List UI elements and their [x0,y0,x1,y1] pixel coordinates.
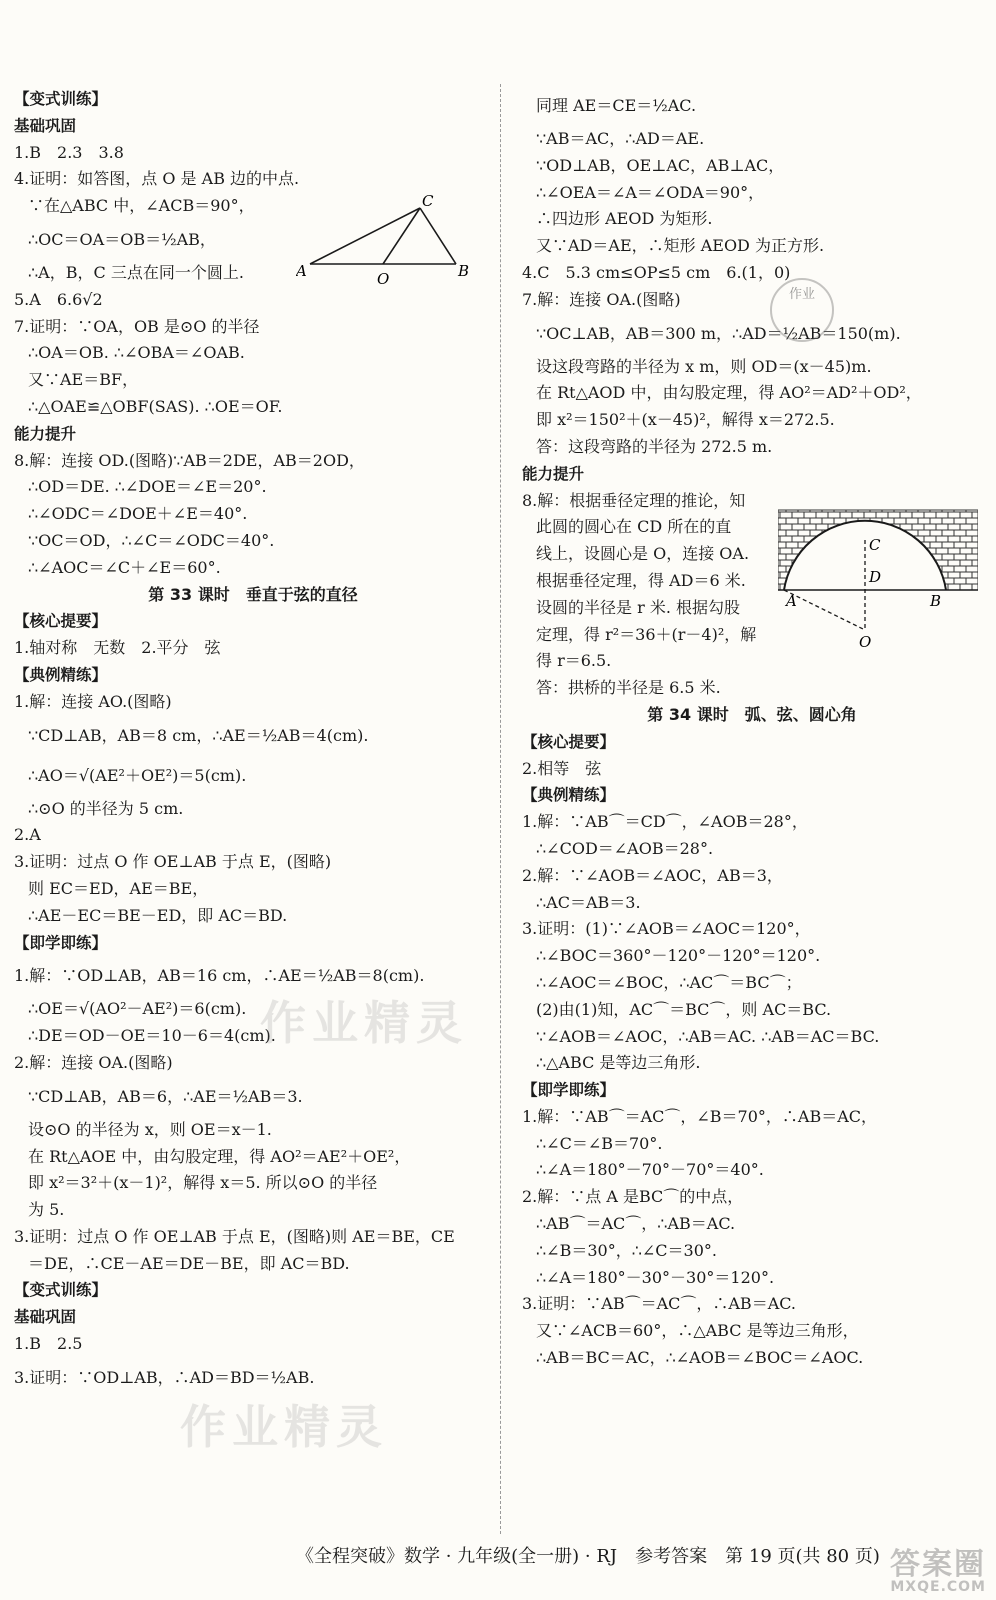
answer-line: ∴AB＝BC＝AC，∴∠AOB＝∠BOC＝∠AOC. [536,1348,864,1368]
section-heading: 【典例精练】 [14,665,108,684]
column-divider [500,84,501,1534]
answer-line: ∴△OAE≌△OBF(SAS). ∴OE＝OF. [28,396,283,416]
answer-line: 3.证明：(1)∵∠AOB＝∠AOC＝120°， [522,919,811,939]
answer-line: 答：这段弯路的半径为 272.5 m. [536,436,773,456]
answer-line: 5.A 6.6√2 [14,289,103,309]
bridge-label-b: B [930,592,942,610]
answer-line: 7.解：连接 OA.(图略) [522,289,681,309]
answer-line: 又∵AE＝BF， [28,370,139,390]
answer-line: 8.解：连接 OD.(图略)∵AB＝2DE，AB＝2OD， [14,450,365,470]
answer-line: 2.解：∵点 A 是BC⌒的中点， [522,1187,744,1207]
answer-line: ∴∠OEA＝∠A＝∠ODA＝90°， [536,182,765,202]
answer-line: ∴∠C＝∠B＝70°. [536,1133,663,1153]
answer-line: ∴OD＝DE. ∴∠DOE＝∠E＝20°. [28,477,267,497]
bridge-label-o: O [859,633,872,651]
answer-line: 定理，得 r²＝36＋(r－4)²，解 [536,624,757,644]
answer-line: 同理 AE＝CE＝½AC. [536,96,697,115]
section-heading: 【变式训练】 [14,1281,108,1300]
answer-line: ∵在△ABC 中，∠ACB＝90°， [28,196,255,216]
answer-line: ∵AB＝AC，∴AD＝AE. [536,129,705,148]
subsection-heading: 基础巩固 [14,116,77,135]
answer-line: ∴△ABC 是等边三角形. [536,1053,701,1073]
answer-line: ∴∠AOC＝∠C＋∠E＝60°. [28,557,221,577]
answer-line: ∴A，B，C 三点在同一个圆上. [28,262,244,282]
answer-line: ∴AE－EC＝BE－ED，即 AC＝BD. [28,905,288,925]
section-heading: 【变式训练】 [14,90,108,108]
answer-line: ∴∠ODC＝∠DOE＋∠E＝40°. [28,504,248,524]
subsection-heading: 基础巩固 [14,1308,77,1327]
answer-line: 3.证明：∵OD⊥AB，∴AD＝BD＝½AB. [14,1367,315,1387]
answer-line: ∵∠AOB＝∠AOC，∴AB＝AC. ∴AB＝AC＝BC. [536,1026,880,1046]
answer-line: ∵CD⊥AB，AB＝6，∴AE＝½AB＝3. [28,1086,303,1106]
answer-line: 得 r＝6.5. [536,651,612,671]
page-footer: 《全程突破》数学 · 九年级(全一册) · RJ 参考答案 第 19 页(共 80 页) [296,1546,880,1567]
answer-line: 又∵AD＝AE，∴矩形 AEOD 为正方形. [536,236,825,256]
brand-logo-text: 答案圈 [890,1547,986,1582]
watermark-text: 作业精灵 [180,1400,388,1454]
answer-line: 4.证明：如答图，点 O 是 AB 边的中点. [14,169,300,189]
tri-label-o: O [377,270,390,288]
answer-line: 则 EC＝ED，AE＝BE， [28,878,209,898]
answer-line: ∴∠A＝180°－30°－30°＝120°. [536,1267,775,1287]
answer-line: 在 Rt△AOE 中，由勾股定理，得 AO²＝AE²＋OE²， [28,1146,411,1166]
answer-line: 又∵∠ACB＝60°，∴△ABC 是等边三角形， [536,1321,859,1341]
tri-label-b: B [458,262,470,280]
subsection-heading: 能力提升 [522,464,585,483]
right-column [522,86,982,1372]
answer-line: 8.解：根据垂径定理的推论，知 [522,490,746,510]
answer-line: ∴AB⌒＝AC⌒，∴AB＝AC. [536,1214,736,1234]
bridge-label-d: D [869,568,882,586]
answer-line: ∴∠A＝180°－70°－70°＝40°. [536,1160,764,1180]
answer-line: 即 x²＝3²＋(x－1)²，解得 x＝5. 所以⊙O 的半径 [28,1173,378,1193]
answer-line: ∴DE＝OD－OE＝10－6＝4(cm). [28,1026,276,1046]
answer-line: 设⊙O 的半径为 x，则 OE＝x－1. [28,1119,272,1139]
bridge-label-a: A [786,592,797,610]
homework-stamp [770,278,834,342]
answer-line: ∴OA＝OB. ∴∠OBA＝∠OAB. [28,343,245,363]
brand-url: MXQE.COM [890,1579,986,1595]
answer-line: 1.解：∵AB⌒＝CD⌒，∠AOB＝28°， [522,812,808,832]
watermark-text: 作业精灵 [260,996,468,1050]
answer-line: 线上，设圆心是 O，连接 OA. [536,544,750,564]
lesson-title: 第 33 课时 垂直于弦的直径 [148,584,358,604]
section-heading: 【核心提要】 [522,732,616,751]
section-heading: 【典例精练】 [522,786,616,805]
answer-line: ∴∠AOC＝∠BOC，∴AC⌒＝BC⌒； [536,972,802,992]
answer-line: 答：拱桥的半径是 6.5 米. [536,678,721,698]
answer-line: 1.B 2.3 3.8 [14,142,124,162]
answer-line: 2.A [14,825,41,845]
answer-line: ∵CD⊥AB，AB＝8 cm，∴AE＝½AB＝4(cm). [28,725,369,745]
section-heading: 【即学即练】 [522,1081,616,1100]
answer-line: 1.解：连接 AO.(图略) [14,691,172,711]
answer-line: 1.解：∵AB⌒＝AC⌒，∠B＝70°，∴AB＝AC， [522,1106,878,1126]
answer-line: 3.证明：过点 O 作 OE⊥AB 于点 E，(图略)则 AE＝BE，CE [14,1226,455,1246]
answer-line: 7.证明：∵OA，OB 是⊙O 的半径 [14,316,260,336]
lesson-title: 第 34 课时 弧、弦、圆心角 [647,704,857,724]
tri-label-c: C [422,192,434,210]
section-heading: 【即学即练】 [14,933,108,952]
answer-line: 为 5. [28,1200,65,1220]
answer-line: ∴∠B＝30°，∴∠C＝30°. [536,1240,717,1260]
answer-line: 此圆的圆心在 CD 所在的直 [536,517,732,537]
answer-line: 3.证明：过点 O 作 OE⊥AB 于点 E，(图略) [14,852,332,872]
answer-line: ∴OE＝√(AO²－AE²)＝6(cm). [28,999,247,1019]
answer-line: 设圆的半径是 r 米. 根据勾股 [536,597,740,617]
answer-line: 2.解：∵∠AOB＝∠AOC，AB＝3， [522,865,783,885]
answer-line: ∴AO＝√(AE²＋OE²)＝5(cm). [28,765,247,785]
stamp-text: 作业 [788,287,815,302]
answer-line: ∴AC＝AB＝3. [536,892,641,912]
subsection-heading: 能力提升 [14,424,77,443]
bridge-figure [778,506,978,654]
answer-line: 2.相等 弦 [522,758,602,778]
answer-line: 1.解：∵OD⊥AB，AB＝16 cm，∴AE＝½AB＝8(cm). [14,966,425,986]
answer-line: ∵OD⊥AB，OE⊥AC，AB⊥AC， [536,155,785,175]
answer-line: 设这段弯路的半径为 x m，则 OD＝(x－45)m. [536,356,872,376]
answer-line: 2.解：连接 OA.(图略) [14,1052,173,1072]
answer-line: ∴∠COD＝∠AOB＝28°. [536,838,714,858]
site-watermark [890,1547,986,1595]
triangle-figure [296,192,476,288]
answer-line: 根据垂径定理，得 AD＝6 米. [536,570,746,590]
answer-line: 即 x²＝150²＋(x－45)²，解得 x＝272.5. [536,410,835,430]
answer-line: ＝DE，∴CE－AE＝DE－BE，即 AC＝BD. [28,1253,350,1273]
answer-line: 在 Rt△AOD 中，由勾股定理，得 AO²＝AD²＋OD²， [536,383,922,403]
answer-line: ∴⊙O 的半径为 5 cm. [28,798,184,818]
answer-line: ∴四边形 AEOD 为矩形. [536,209,713,229]
answer-line: ∴OC＝OA＝OB＝½AB， [28,229,216,249]
bridge-label-c: C [869,536,881,554]
answer-line: 1.轴对称 无数 2.平分 弦 [14,638,221,658]
section-heading: 【核心提要】 [14,612,108,631]
answer-line: 4.C 5.3 cm≤OP≤5 cm 6.(1，0) [522,262,791,282]
answer-line: (2)由(1)知，AC⌒＝BC⌒，则 AC＝BC. [536,999,832,1019]
answer-line: ∴∠BOC＝360°－120°－120°＝120°. [536,946,821,966]
answer-line: 3.证明：∵AB⌒＝AC⌒，∴AB＝AC. [522,1294,797,1314]
tri-label-a: A [296,262,307,280]
answer-line: ∵OC＝OD，∴∠C＝∠ODC＝40°. [28,530,275,550]
answer-line: ∵OC⊥AB，AB＝300 m，∴AD＝½AB＝150(m). [536,323,901,343]
answer-line: 1.B 2.5 [14,1334,83,1354]
